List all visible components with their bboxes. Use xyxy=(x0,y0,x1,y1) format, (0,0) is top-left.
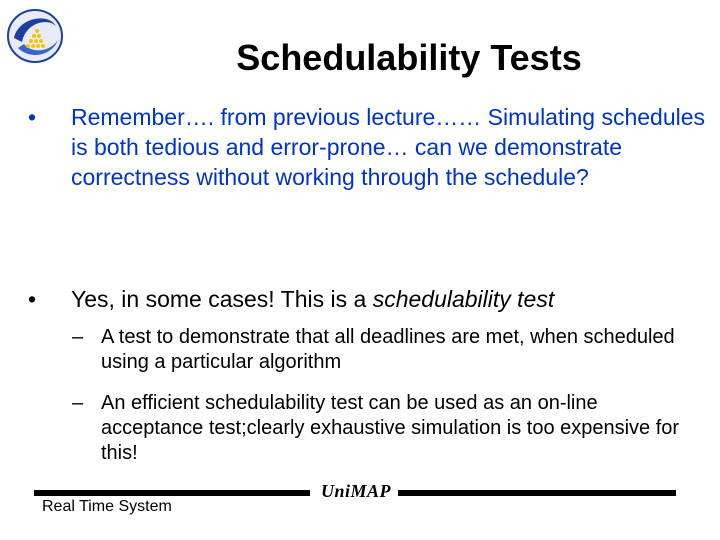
sub-item-efficient-test xyxy=(72,391,682,466)
footer-divider-left xyxy=(34,490,310,496)
sub-item-text: A test to demonstrate that all deadlines are met, when scheduled using a particular algorithm xyxy=(101,326,675,373)
sub-item-text: An efficient schedulability test can be used as an on-line acceptance test;clearly exhaustive simulation is too expensive for this! xyxy=(101,392,680,464)
sub-item-marker: – xyxy=(72,392,84,414)
bullet-text-emphasis: schedulability test xyxy=(372,286,555,312)
bullet-text: Remember…. from previous lecture…… Simulating schedules is both tedious and error-prone… can we demonstrate correctness without working through the schedule? xyxy=(71,104,706,190)
bullet-text xyxy=(71,284,711,314)
footer-divider-right xyxy=(398,490,676,496)
bullet-marker: • xyxy=(28,104,37,130)
bullet-item-remember xyxy=(28,102,712,192)
bullet-marker: • xyxy=(28,286,37,312)
footer-logo-text: UniMAP xyxy=(320,481,392,501)
footer-label: Real Time System xyxy=(42,498,172,515)
sub-item-definition xyxy=(72,325,682,375)
sub-item-marker: – xyxy=(72,326,84,348)
bullet-text-plain: Yes, in some cases! This is a xyxy=(71,286,373,312)
slide-title: Schedulability Tests xyxy=(236,37,582,78)
bullet-item-yes xyxy=(28,284,712,314)
